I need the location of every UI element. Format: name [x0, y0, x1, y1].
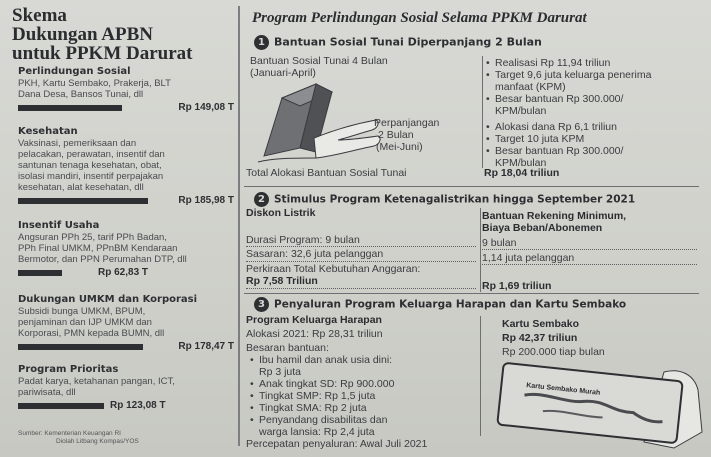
extension-period: (Mei-Juni) [376, 141, 423, 153]
body-line: Subsidi bunga UMKM, BPUM, [18, 306, 146, 317]
section-heading: Dukungan UMKM dan Korporasi [18, 294, 198, 305]
source-note [18, 430, 139, 446]
minimum-bill-target: 1,14 juta pelanggan [482, 252, 575, 264]
apbn-support-column [12, 6, 234, 446]
bullet-item: Rp 3 juta [259, 366, 302, 378]
kartu-sembako-heading: Kartu Sembako [502, 318, 580, 330]
amount-row [18, 267, 240, 279]
minimum-bill-duration: 9 bulan [482, 237, 517, 249]
extension-label: Perpanjangan [374, 117, 440, 129]
bullet-item: • Realisasi Rp 11,94 triliun [486, 57, 651, 69]
minimum-bill-value: Rp 1,69 triliun [482, 280, 552, 292]
amount-value: Rp 178,47 T [178, 341, 234, 352]
body-line: Bermotor, dan PPN Perumahan DTP, dll [18, 254, 187, 265]
bullet-item: KPM/bulan [495, 105, 547, 117]
section-program-prioritas [18, 364, 240, 412]
left-title [12, 6, 234, 63]
body-line: kesehatan, alat kesehatan, dll [18, 182, 144, 193]
amount-bar [18, 344, 143, 350]
amount-bar [18, 198, 148, 204]
dotted-separator [246, 246, 476, 247]
section-title-text: Penyaluran Program Keluarga Harapan dan Kartu Sembako [274, 298, 627, 311]
bullet-item: • Alokasi dana Rp 6,1 triliun [486, 121, 651, 133]
body-line: pariwisata, dll [18, 387, 76, 398]
section-heading: Program Prioritas [18, 364, 119, 375]
s1-bullet-list [486, 57, 651, 169]
cash-in-hand-icon [254, 78, 384, 168]
card-shape [497, 363, 682, 443]
total-allocation-label: Total Alokasi Bantuan Sosial Tunai [246, 167, 407, 179]
body-line: PKH, Kartu Sembako, Prakerja, BLT [18, 78, 171, 89]
bullet-item: • Besar bantuan Rp 300.000/ [486, 145, 651, 157]
section-1-title [254, 35, 542, 50]
kartu-sembako-card-illustration [484, 362, 706, 452]
pkh-allocation: Alokasi 2021: Rp 28,31 triliun [246, 328, 383, 340]
discount-duration: Durasi Program: 9 bulan [246, 234, 360, 246]
section-divider [244, 186, 699, 187]
bullet-item: • Besar bantuan Rp 300.000/ [486, 93, 651, 105]
body-line: Padat karya, ketahanan pangan, ICT, [18, 376, 175, 387]
card-label: Kartu Sembako Murah [525, 382, 601, 397]
body-line: Vaksinasi, pemeriksaan dan [18, 138, 137, 149]
section-body [18, 376, 240, 398]
number-badge: 1 [254, 35, 269, 50]
section-body [18, 232, 240, 265]
section-heading: Kesehatan [18, 126, 78, 137]
section-divider [244, 293, 699, 294]
section-body [18, 78, 240, 100]
dotted-separator [246, 261, 476, 262]
body-line: santunan tenaga kesehatan, obat, [18, 160, 162, 171]
minimum-bill-heading: Bantuan Rekening Minimum, [482, 210, 627, 222]
kartu-sembako-note: Rp 200.000 tiap bulan [502, 346, 605, 358]
discount-budget-value: Rp 7,58 Triliun [246, 275, 318, 287]
body-line: Angsuran PPh 25, tarif PPh Badan, [18, 232, 167, 243]
bullet-item: • Penyandang disabilitas dan [250, 414, 394, 426]
body-line: PPh Final UMKM, PPnBM Kendaraan [18, 243, 178, 254]
section-body [18, 306, 240, 339]
title-line: Dukungan APBN [12, 24, 153, 45]
source-line: Diolah Litbang Kompas/YOS [56, 438, 139, 445]
minimum-bill-heading-2: Biaya Beban/Abonemen [482, 222, 603, 234]
body-line: Korporasi, PMN kepada BUMN, dll [18, 328, 165, 339]
amount-row [18, 102, 240, 114]
pkh-bullet-list [250, 354, 394, 438]
section-title-text: Stimulus Program Ketenagalistrikan hingga September 2021 [274, 193, 636, 206]
number-badge: 3 [254, 297, 269, 312]
bullet-item: • Anak tingkat SD: Rp 900.000 [250, 378, 394, 390]
bracket-line [482, 56, 483, 168]
amount-row [18, 400, 240, 412]
dotted-separator [482, 249, 697, 250]
section-2-title [254, 192, 635, 207]
section-perlindungan-sosial [18, 66, 240, 114]
amount-row [18, 341, 240, 353]
discount-heading: Diskon Listrik [246, 207, 316, 219]
bullet-item: • Target 10 juta KPM [486, 133, 651, 145]
bullet-item: • Target 9,6 juta keluarga penerima [486, 69, 651, 81]
pkh-intro: Besaran bantuan: [246, 342, 329, 354]
section-3-title [254, 297, 626, 312]
dotted-separator [246, 288, 476, 289]
discount-budget-label: Perkiraan Total Kebutuhan Anggaran: [246, 263, 421, 275]
bullet-item: • Tingkat SMP: Rp 1,5 juta [250, 390, 394, 402]
amount-bar [18, 270, 62, 276]
kartu-sembako-value: Rp 42,37 triliun [502, 332, 578, 344]
title-line: Skema [12, 5, 67, 26]
amount-bar [18, 105, 122, 111]
bullet-item: manfaat (KPM) [495, 81, 566, 93]
pkh-heading: Program Keluarga Harapan [246, 314, 382, 326]
title-line: untuk PPKM Darurat [12, 43, 193, 64]
section-kesehatan [18, 126, 240, 207]
section-title-text: Bantuan Sosial Tunai Diperpanjang 2 Bulan [274, 35, 542, 49]
column-separator [480, 316, 481, 436]
main-title: Program Perlindungan Sosial Selama PPKM Darurat [252, 10, 587, 26]
bullet-item: • Ibu hamil dan anak usia dini: [250, 354, 394, 366]
number-badge: 2 [254, 192, 269, 207]
section-dukungan-umkm [18, 294, 240, 353]
section-body [18, 138, 240, 193]
pkh-footer: Percepatan penyaluran: Awal Juli 2021 [246, 438, 428, 450]
section-insentif-usaha [18, 220, 240, 279]
total-allocation-value: Rp 18,04 triliun [484, 167, 560, 179]
dotted-separator [482, 264, 697, 265]
amount-value: Rp 185,98 T [178, 195, 234, 206]
social-protection-panel [244, 0, 711, 457]
body-line: pelacakan, perawatan, insentif dan [18, 149, 165, 160]
extension-duration: 2 Bulan [378, 129, 414, 141]
bst-period: (Januari-April) [250, 67, 316, 79]
amount-value: Rp 123,08 T [110, 400, 166, 411]
bullet-item: KPM/bulan [495, 157, 547, 169]
body-line: isolasi mandiri, insentif perpajakan [18, 171, 164, 182]
column-divider [238, 6, 240, 446]
amount-value: Rp 149,08 T [178, 102, 234, 113]
source-line: Sumber: Kementerian Keuangan RI [18, 430, 121, 437]
column-separator [480, 208, 481, 292]
body-line: penjaminan dan IJP UMKM dan [18, 317, 152, 328]
amount-row [18, 195, 240, 207]
section-heading: Perlindungan Sosial [18, 66, 131, 77]
body-line: Dana Desa, Bansos Tunai, dll [18, 89, 144, 100]
amount-value: Rp 62,83 T [98, 267, 149, 278]
bst-label: Bantuan Sosial Tunai 4 Bulan [250, 55, 388, 67]
section-heading: Insentif Usaha [18, 220, 100, 231]
amount-bar [18, 403, 104, 409]
discount-target: Sasaran: 32,6 juta pelanggan [246, 248, 384, 260]
bullet-item: warga lansia: Rp 2,4 juta [259, 426, 375, 438]
bullet-item: • Tingkat SMA: Rp 2 juta [250, 402, 394, 414]
